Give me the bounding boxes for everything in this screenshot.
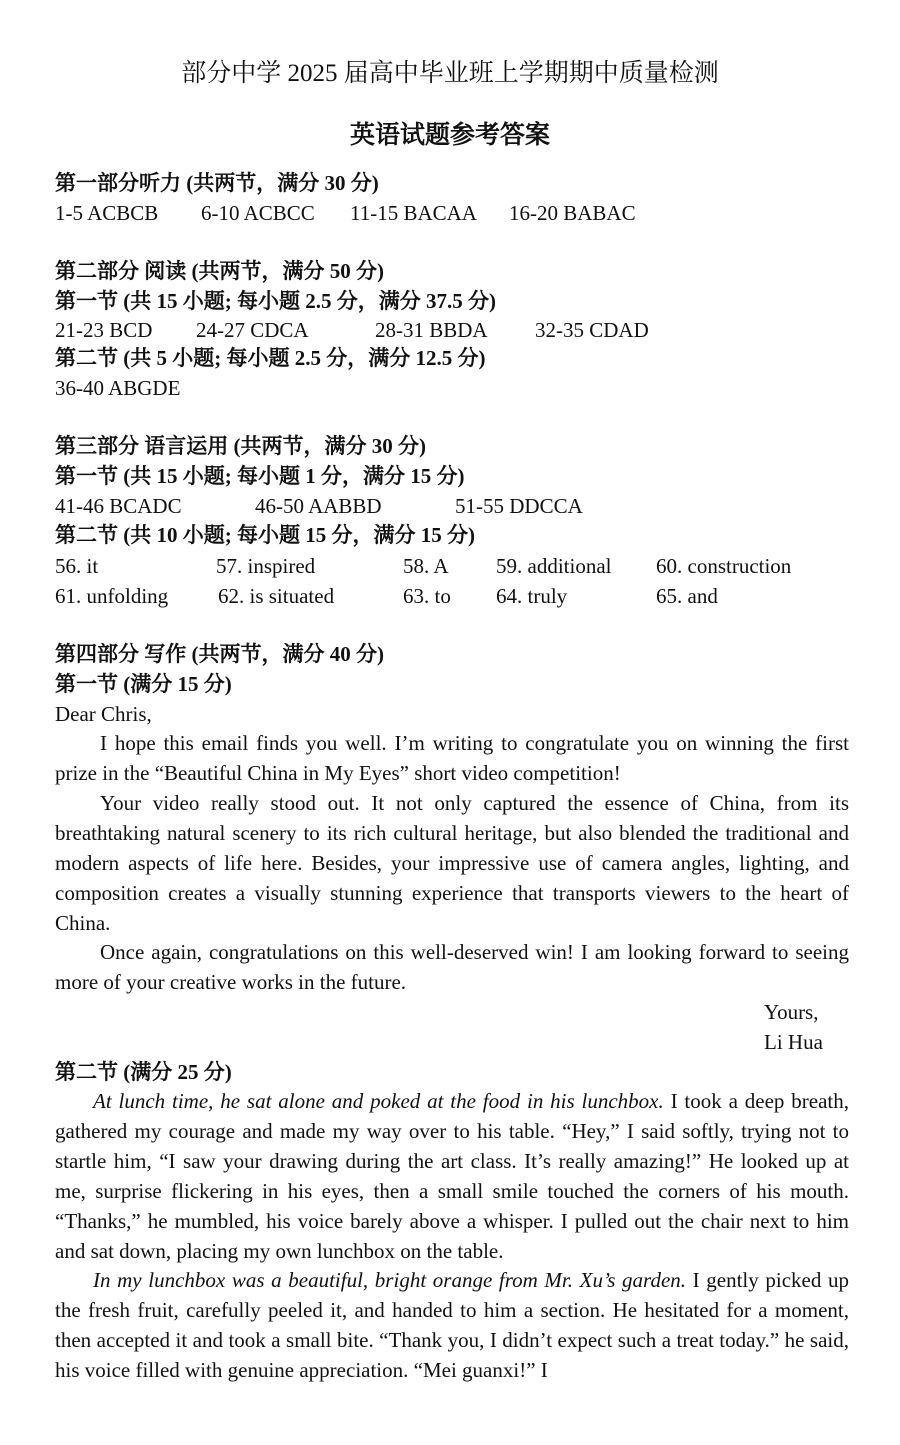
part1-heading: 第一部分听力 (共两节，满分 30 分) — [55, 171, 379, 195]
part3-section2-heading: 第二节 (共 10 小题; 每小题 15 分，满分 15 分) — [55, 523, 475, 547]
part4-section2-heading: 第二节 (满分 25 分) — [55, 1060, 232, 1084]
letter-greeting: Dear Chris, — [55, 702, 152, 726]
part2-section2-answer: 36-40 ABGDE — [55, 376, 181, 400]
fill-answer: 56. it — [55, 554, 99, 578]
part3-section1-heading: 第一节 (共 15 小题; 每小题 1 分，满分 15 分) — [55, 464, 465, 488]
answer-group: 11-15 BACAA — [350, 201, 477, 225]
fill-answer: 60. construction — [656, 554, 792, 578]
story-paragraph — [55, 1266, 849, 1386]
part2-section2-heading: 第二节 (共 5 小题; 每小题 2.5 分，满分 12.5 分) — [55, 346, 486, 370]
part4-section1-heading: 第一节 (满分 15 分) — [55, 672, 232, 696]
story-lead-sentence: In my lunchbox was a beautiful, bright orange from Mr. Xu’s garden. — [93, 1268, 687, 1292]
part4-heading: 第四部分 写作 (共两节，满分 40 分) — [55, 642, 384, 666]
story-paragraph-body: I took a deep breath, gathered my courage and made my way over to his table. “Hey,” I said softly, trying not to startle him, “I saw your drawing during the art class. It’s really amazing!” He looked up at me, surprise flickering in his eyes, then a small smile touched the corners of his mouth. “Thanks,” he mumbled, his voice barely above a whisper. I pulled out the chair next to him and sat down, placing my own lunchbox on the table. — [55, 1089, 849, 1263]
answer-group: 41-46 BCADC — [55, 494, 182, 518]
fill-answer: 62. is situated — [218, 584, 335, 608]
letter-paragraph: Your video really stood out. It not only captured the essence of China, from its breathtaking natural scenery to its rich cultural heritage, but also blended the traditional and modern aspects of life here. Besides, your impressive use of camera angles, lighting, and composition creates a visually stunning experience that transports viewers to the heart of China. — [55, 791, 849, 935]
story-lead-sentence: At lunch time, he sat alone and poked at the food in his lunchbox. — [93, 1089, 664, 1113]
fill-answer: 65. and — [656, 584, 718, 608]
fill-answer: 64. truly — [496, 584, 568, 608]
letter-signature: Li Hua — [764, 1030, 823, 1054]
story-paragraph — [55, 1087, 849, 1266]
answer-group: 32-35 CDAD — [535, 318, 649, 342]
answer-group: 51-55 DDCCA — [455, 494, 583, 518]
answer-group: 21-23 BCD — [55, 318, 153, 342]
part2-heading: 第二部分 阅读 (共两节，满分 50 分) — [55, 259, 384, 283]
fill-answer: 59. additional — [496, 554, 612, 578]
letter-paragraph: I hope this email finds you well. I’m writing to congratulate you on winning the first prize in the “Beautiful China in My Eyes” short video competition! — [55, 731, 849, 785]
letter-closing: Yours, — [764, 1000, 819, 1024]
fill-answer: 61. unfolding — [55, 584, 169, 608]
answer-group: 1-5 ACBCB — [55, 201, 159, 225]
letter-paragraph: Once again, congratulations on this well-deserved win! I am looking forward to seeing more of your creative works in the future. — [55, 940, 849, 994]
fill-answer: 63. to — [403, 584, 451, 608]
exam-title: 部分中学 2025 届高中毕业班上学期期中质量检测 — [181, 60, 719, 87]
answer-group: 6-10 ACBCC — [201, 201, 315, 225]
part3-heading: 第三部分 语言运用 (共两节，满分 30 分) — [55, 434, 426, 458]
story-paragraph-body: I gently picked up the fresh fruit, carefully peeled it, and handed to him a section. He hesitated for a moment, then accepted it and took a small bite. “Thank you, I didn’t expect such a treat today.” he said, his voice filled with genuine appreciation. “Mei guanxi!” I — [55, 1268, 850, 1382]
answer-group: 46-50 AABBD — [255, 494, 382, 518]
fill-answer: 58. A — [403, 554, 449, 578]
answer-group: 24-27 CDCA — [196, 318, 309, 342]
answer-key-title: 英语试题参考答案 — [349, 122, 550, 149]
answer-group: 16-20 BABAC — [509, 201, 636, 225]
fill-answer: 57. inspired — [216, 554, 316, 578]
answer-group: 28-31 BBDA — [375, 318, 488, 342]
part2-section1-heading: 第一节 (共 15 小题; 每小题 2.5 分，满分 37.5 分) — [55, 289, 496, 313]
